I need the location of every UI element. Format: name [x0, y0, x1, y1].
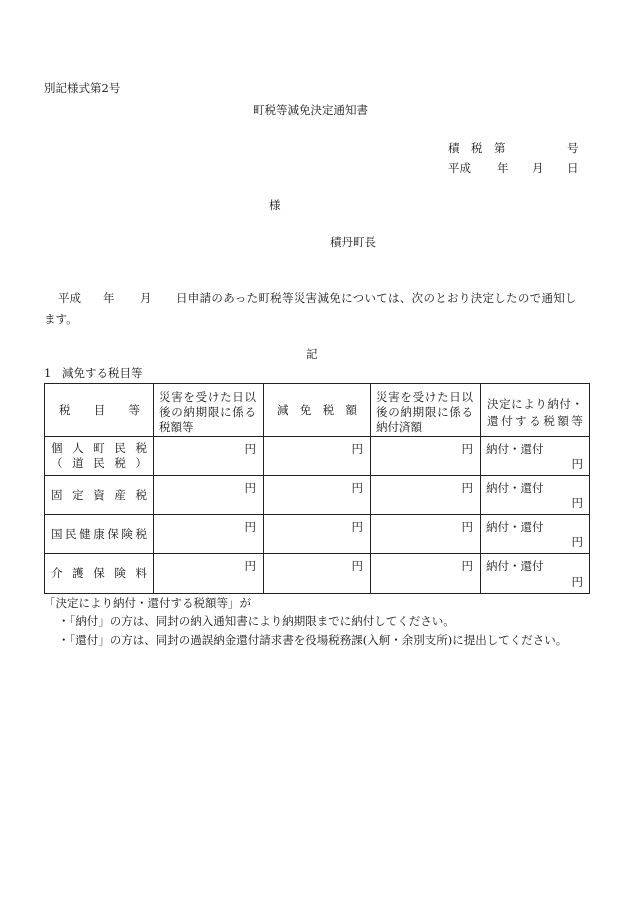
yen-unit: 円 [244, 442, 256, 456]
yen-unit: 円 [244, 481, 256, 495]
issue-date-era: 平成 [448, 161, 471, 175]
row-taxable-amount [154, 476, 264, 515]
settlement-type-label: 納付・還付 [486, 559, 544, 573]
section-title: 減免する税目等 [62, 366, 143, 380]
yen-unit: 円 [351, 442, 363, 456]
settlement-type-label: 納付・還付 [486, 442, 544, 456]
header-tax-item-label: 税目等 [59, 403, 140, 417]
row-tax-item-label: 介護保険料 [51, 566, 147, 580]
body-date-year: 年 [103, 291, 115, 305]
yen-unit: 円 [571, 496, 583, 510]
row-taxable-amount [154, 437, 264, 476]
yen-unit: 円 [351, 559, 363, 573]
document-number-char-1: 積 [448, 141, 460, 155]
section-number: 1 [44, 366, 52, 380]
form-number: 別記様式第2号 [44, 81, 121, 95]
header-settlement-amount [481, 384, 590, 437]
yen-unit: 円 [351, 481, 363, 495]
document-number-char-2: 税 [471, 141, 483, 155]
settlement-type-label: 納付・還付 [486, 481, 544, 495]
yen-unit: 円 [571, 457, 583, 471]
table-row [45, 476, 590, 515]
row-tax-item-label: 個人町民税 [51, 441, 147, 455]
issue-date-month: 月 [532, 161, 544, 175]
notes-intro: 「決定により納付・還付する税額等」が [44, 596, 251, 610]
body-date-era: 平成 [58, 291, 81, 305]
row-paid-amount [371, 476, 481, 515]
row-reduction-amount [264, 554, 371, 594]
body-line-1: 日申請のあった町税等災害減免については、次のとおり決定したので通知し [176, 291, 577, 305]
record-mark: 記 [306, 347, 318, 361]
row-paid-amount [371, 437, 481, 476]
document-number-suffix: 号 [567, 141, 579, 155]
yen-unit: 円 [461, 520, 473, 534]
row-tax-item-label: 国民健康保険税 [51, 526, 147, 541]
issuer: 積丹町長 [330, 235, 376, 249]
note-payment: ・「納付」の方は、同封の納入通知書により納期限までに納付してください。 [58, 614, 455, 628]
yen-unit: 円 [461, 559, 473, 573]
yen-unit: 円 [244, 520, 256, 534]
table-row [45, 515, 590, 554]
yen-unit: 円 [461, 442, 473, 456]
header-tax-item [45, 384, 154, 437]
yen-unit: 円 [461, 481, 473, 495]
yen-unit: 円 [571, 575, 583, 589]
yen-unit: 円 [244, 559, 256, 573]
table-row [45, 437, 590, 476]
row-settlement-amount [481, 437, 590, 476]
row-settlement-amount [481, 554, 590, 594]
row-tax-item [45, 515, 154, 554]
row-paid-amount [371, 515, 481, 554]
table-header-row [45, 384, 590, 437]
header-taxable-amount [154, 384, 264, 437]
row-tax-item [45, 437, 154, 476]
row-tax-item-label: 固定資産税 [51, 487, 147, 502]
header-settlement-amount-label: 決定により納付・還付する税額等 [487, 396, 583, 428]
body-line-2: ます。 [44, 312, 78, 326]
row-settlement-amount [481, 515, 590, 554]
header-paid-amount-label: 災害を受けた日以後の納期限に係る納付済額 [376, 390, 473, 434]
addressee-honorific: 様 [269, 198, 281, 212]
row-tax-item [45, 554, 154, 594]
row-reduction-amount [264, 476, 371, 515]
header-reduction-amount-label: 減免税額 [277, 403, 357, 417]
tax-reduction-table [44, 383, 590, 594]
row-taxable-amount [154, 515, 264, 554]
yen-unit: 円 [571, 535, 583, 549]
header-reduction-amount [264, 384, 371, 437]
row-taxable-amount [154, 554, 264, 594]
row-reduction-amount [264, 515, 371, 554]
row-tax-item-note: （道民税） [51, 456, 147, 470]
note-refund: ・「還付」の方は、同封の過誤納金還付請求書を役場税務課(入舸・余別支所)に提出してください。 [58, 633, 568, 647]
body-date-month: 月 [140, 291, 152, 305]
header-paid-amount [371, 384, 481, 437]
header-taxable-amount-label: 災害を受けた日以後の納期限に係る税額等 [159, 390, 256, 434]
row-paid-amount [371, 554, 481, 594]
document-number-char-3: 第 [494, 141, 506, 155]
settlement-type-label: 納付・還付 [486, 520, 544, 534]
yen-unit: 円 [351, 520, 363, 534]
row-tax-item [45, 476, 154, 515]
issue-date-day: 日 [567, 161, 579, 175]
table-row [45, 554, 590, 594]
row-settlement-amount [481, 476, 590, 515]
issue-date-year: 年 [497, 161, 509, 175]
document-title: 町税等減免決定通知書 [253, 103, 368, 117]
row-reduction-amount [264, 437, 371, 476]
